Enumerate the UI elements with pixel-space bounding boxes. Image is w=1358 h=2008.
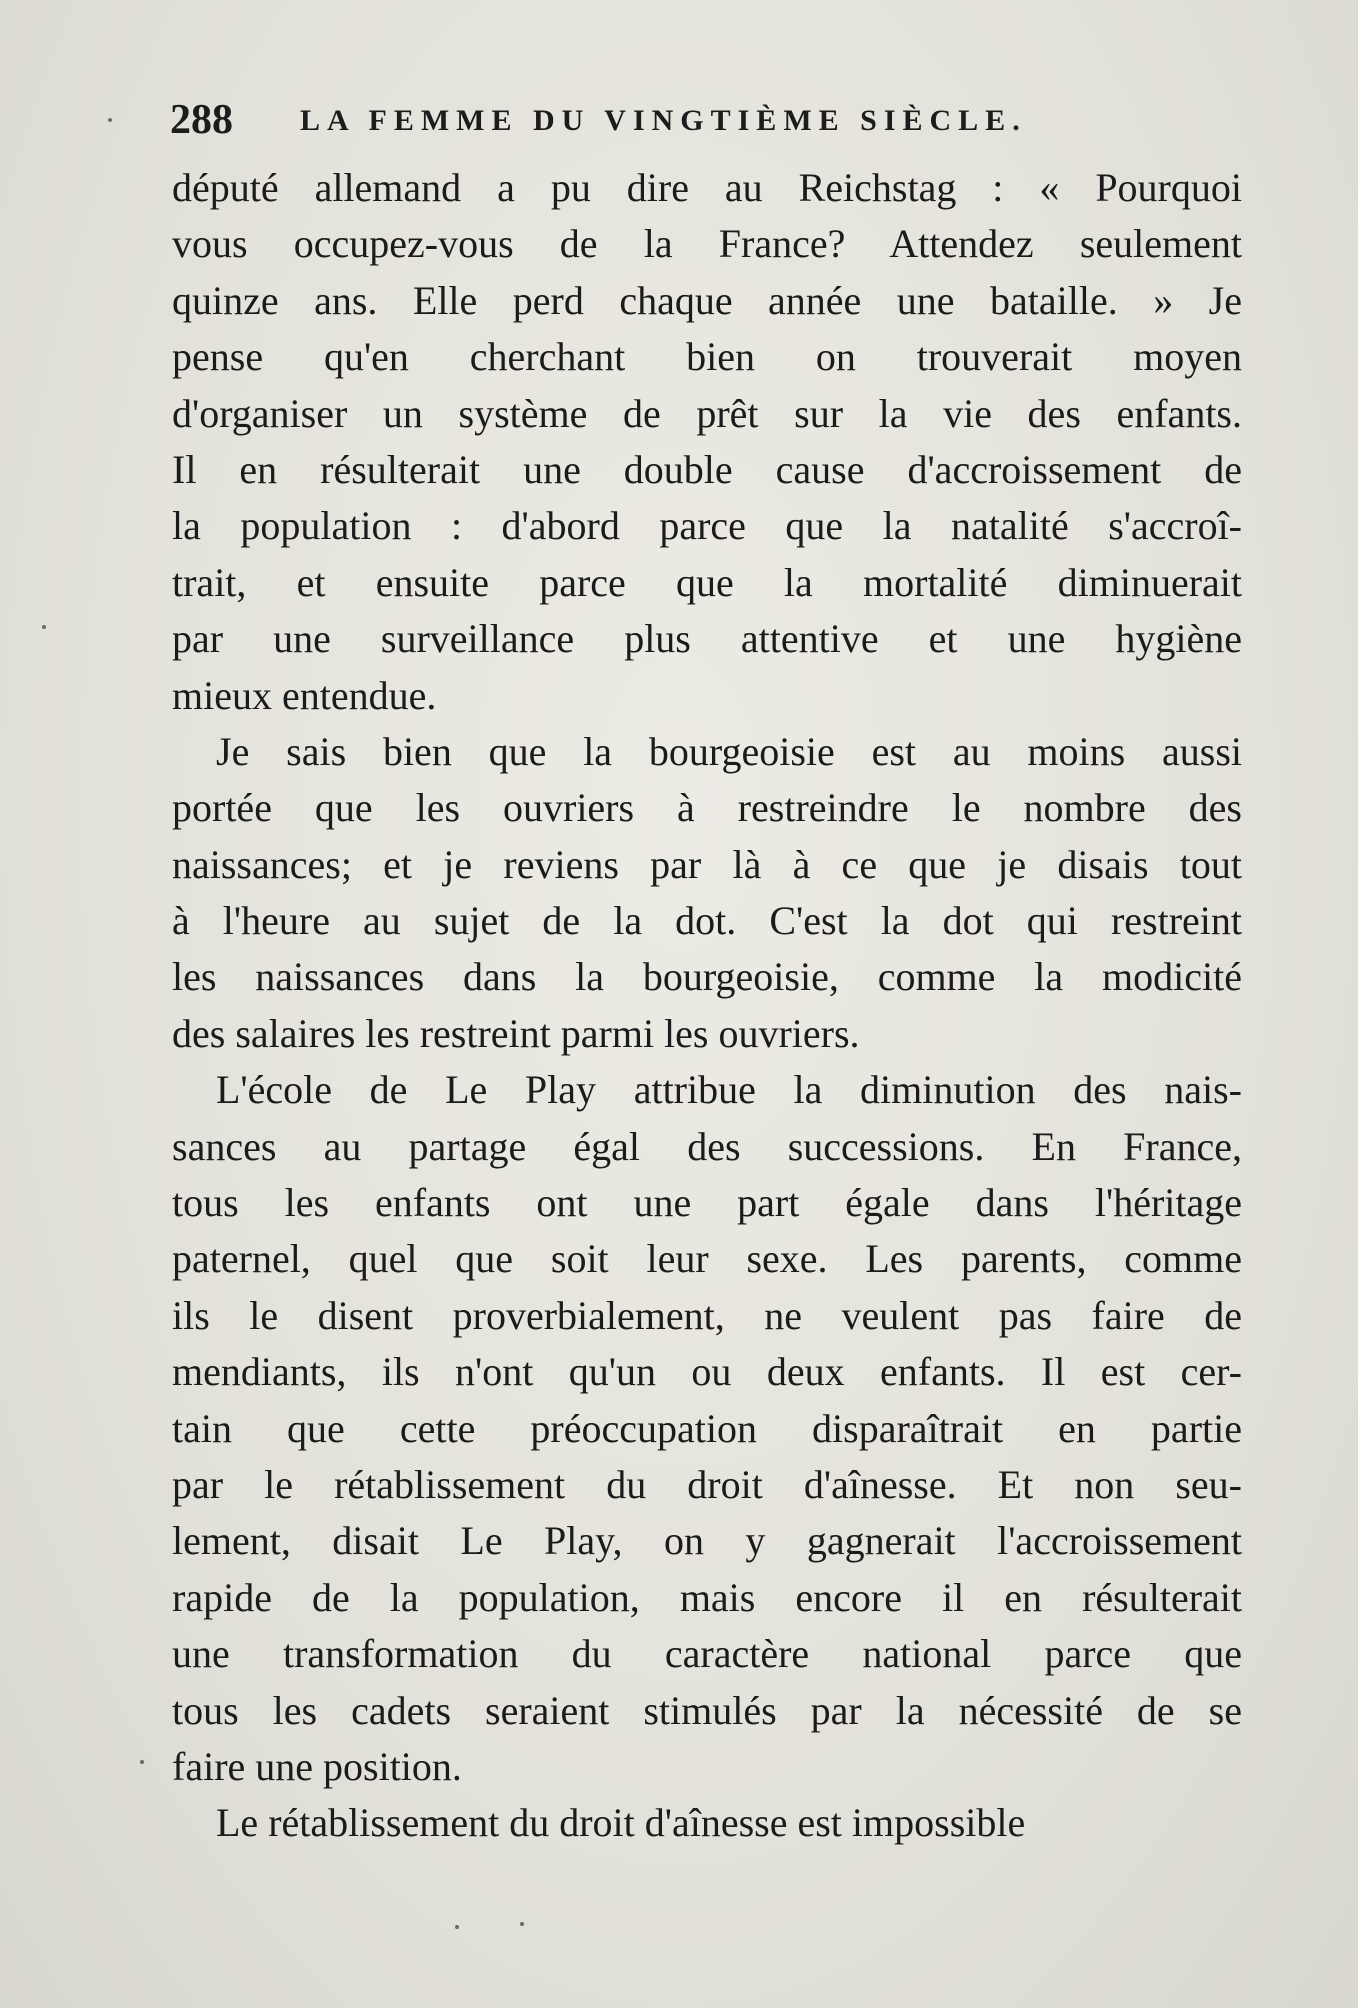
text-line: tous les cadets seraient stimulés par la nécessité de se [172, 1687, 1242, 1733]
text-line: par le rétablissement du droit d'aînesse. Et non seu- [172, 1461, 1242, 1507]
page-header [170, 96, 1250, 156]
paper-speck [140, 1760, 144, 1764]
paper-speck [520, 1922, 524, 1926]
text-line: sances au partage égal des successions. En France, [172, 1123, 1242, 1169]
paragraph-first-line: Je sais bien que la bourgeoisie est au moins aussi [216, 728, 1242, 774]
paper-speck [42, 625, 46, 629]
running-title: LA FEMME DU VINGTIÈME SIÈCLE. [300, 104, 1027, 137]
paragraph-first-line: L'école de Le Play attribue la diminution des nais- [216, 1067, 1242, 1113]
page-number: 288 [170, 97, 233, 143]
paper-speck [455, 1925, 459, 1929]
text-line: tain que cette préoccupation disparaîtrait en partie [172, 1405, 1242, 1451]
text-line: d'organiser un système de prêt sur la vie des enfants. [172, 390, 1242, 436]
text-line: lement, disait Le Play, on y gagnerait l'accroissement [172, 1518, 1242, 1564]
body-text [172, 160, 1242, 1852]
text-line: mieux entendue. [172, 672, 437, 718]
text-line: mendiants, ils n'ont qu'un ou deux enfants. Il est cer- [172, 1349, 1242, 1395]
text-line: Il en résulterait une double cause d'accroissement de [172, 446, 1242, 492]
text-line: les naissances dans la bourgeoisie, comme la modicité [172, 954, 1242, 1000]
text-line: rapide de la population, mais encore il en résulterait [172, 1574, 1242, 1620]
text-line: pense qu'en cherchant bien on trouverait moyen [172, 334, 1242, 380]
text-line: des salaires les restreint parmi les ouvriers. [172, 1010, 860, 1056]
paper-speck [108, 118, 112, 122]
text-line: portée que les ouvriers à restreindre le nombre des [172, 785, 1242, 831]
text-line: trait, et ensuite parce que la mortalité diminuerait [172, 559, 1242, 605]
paragraph-first-line: Le rétablissement du droit d'aînesse est impossible [216, 1800, 1026, 1846]
text-line: quinze ans. Elle perd chaque année une bataille. » Je [172, 277, 1242, 323]
text-line: à l'heure au sujet de la dot. C'est la dot qui restreint [172, 898, 1242, 944]
text-line: ils le disent proverbialement, ne veulent pas faire de [172, 1292, 1242, 1338]
text-line: une transformation du caractère national parce que [172, 1631, 1242, 1677]
text-line: la population : d'abord parce que la natalité s'accroî- [172, 503, 1242, 549]
text-line: faire une position. [172, 1743, 462, 1789]
text-line: député allemand a pu dire au Reichstag : « Pourquoi [172, 165, 1242, 210]
text-line: paternel, quel que soit leur sexe. Les parents, comme [172, 1236, 1242, 1282]
text-line: naissances; et je reviens par là à ce que je disais tout [172, 841, 1242, 887]
text-line: vous occupez-vous de la France? Attendez seulement [172, 221, 1242, 267]
text-line: par une surveillance plus attentive et une hygiène [172, 616, 1242, 662]
text-line: tous les enfants ont une part égale dans l'héritage [172, 1180, 1242, 1226]
